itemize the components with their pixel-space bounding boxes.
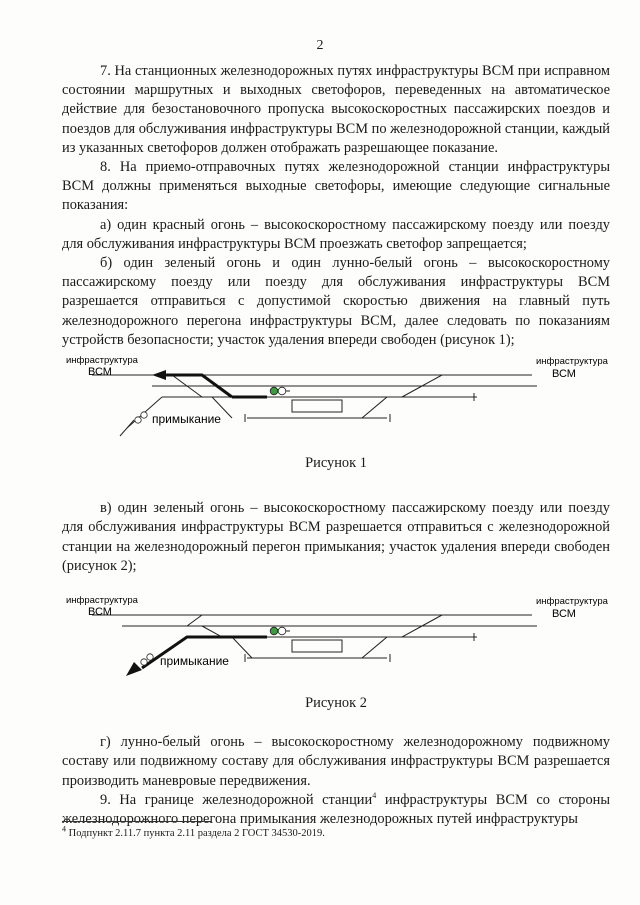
paragraph-8v: в) один зеленый огонь – высокоскоростному пассажирскому поезду или поезду для обслуживания инфраструктуры ВСМ разрешается отправиться с железнодорожной станции на железнодорожный перегон примыкания; участок удаления впереди свободен (рисунок 2);: [62, 500, 610, 574]
footnote-text: Подпункт 2.11.7 пункта 2.11 раздела 2 ГОСТ 34530-2019.: [66, 828, 325, 839]
label-right-2: ВСМ: [552, 608, 576, 621]
platform: [292, 640, 342, 652]
figure-2-caption: Рисунок 2: [305, 695, 367, 712]
paragraph-7: 7. На станционных железнодорожных путях инфраструктуры ВСМ при исправном состоянии маршрутных и выходных светофоров, переведенных на автоматическое действие для безостановочного пропуска высокоскоростных пассажирских поездов и поездов для обслуживания инфраструктуры ВСМ по железнодорожной станции, каждый из указанных светофоров должен отображать разрешающее показание.: [62, 63, 610, 156]
paragraph-8b: б) один зеленый огонь и один лунно-белый огонь – высокоскоростному пассажирскому поезду или поезду для обслуживания инфраструктуры ВСМ разрешается отправиться с допустимой скоростью движения на главный путь железнодорожного перегона инфраструктуры ВСМ, далее следовать по показаниям устройств безопасности; участок удаления впереди свободен (рисунок 1);: [62, 255, 610, 348]
label-right-2: ВСМ: [552, 368, 576, 381]
page-number: 2: [316, 38, 324, 53]
document-body: [62, 62, 610, 829]
exit-signal: [270, 627, 290, 635]
figure-2-diagram: [62, 590, 610, 682]
figure-1-diagram: [62, 350, 610, 440]
label-left-1: инфраструктура: [66, 595, 138, 607]
footnote: [62, 824, 325, 839]
label-junction: примыкание: [152, 412, 221, 427]
signal-green-light: [270, 387, 278, 395]
figure-1-caption: Рисунок 1: [305, 455, 367, 472]
label-left-1: инфраструктура: [66, 355, 138, 367]
label-right-1: инфраструктура: [536, 356, 608, 368]
label-junction: примыкание: [160, 654, 229, 669]
footnote-ref: 4: [372, 791, 377, 801]
paragraph-8g: г) лунно-белый огонь – высокоскоростному железнодорожному подвижному составу или подвижному составу для обслуживания инфраструктуры ВСМ разрешается производить маневровые передвижения.: [62, 734, 610, 789]
label-left-2: ВСМ: [88, 366, 112, 379]
platform: [292, 400, 342, 412]
junction-signal: [141, 654, 153, 665]
label-left-2: ВСМ: [88, 606, 112, 619]
signal-white-light: [278, 387, 286, 395]
paragraph-9-end: инфраструктуры ВСМ со стороны железнодорожного перегона примыкания железнодорожных путей инфраструктуры: [62, 791, 611, 828]
label-right-1: инфраструктура: [536, 596, 608, 608]
route-arrow: [152, 370, 166, 380]
paragraph-9-start: 9. На границе железнодорожной станции: [100, 791, 373, 808]
exit-signal: [270, 387, 290, 395]
signal-white-light: [278, 627, 286, 635]
paragraph-8a: а) один красный огонь – высокоскоростному пассажирскому поезду или поезду для обслуживания инфраструктуры ВСМ проезжать светофор запрещается;: [62, 216, 610, 252]
footnote-divider: [62, 821, 212, 822]
junction-signal: [135, 412, 147, 423]
paragraph-8: 8. На приемо-отправочных путях железнодорожной станции инфраструктуры ВСМ должны применяться выходные светофоры, имеющие следующие сигнальные показания:: [62, 159, 610, 214]
paragraph-9: [62, 791, 610, 829]
signal-green-light: [270, 627, 278, 635]
footnote-number: 4: [62, 824, 66, 834]
route-arrow: [126, 662, 142, 676]
